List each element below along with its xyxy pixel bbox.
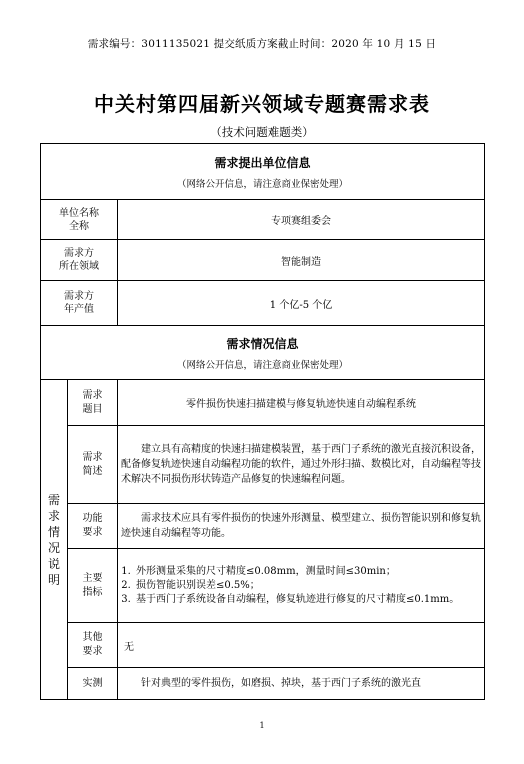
indicator-item: 1. 外形测量采集的尺寸精度≤0.08mm，测量时间≤30min； [134,565,480,579]
output-value-label-text: 需求方 年产值 [64,291,94,315]
requirement-side-label [41,380,68,700]
other-label [68,623,118,668]
indicators-value [118,549,485,623]
side-label-char: 需 [47,492,60,507]
unit-name-label [41,200,118,240]
brief-label [68,426,118,504]
function-value: 需求技术应具有零件损伤的快速外形测量、模型建立、损伤智能识别和修复轨迹快速自动编程等功能。 [118,504,485,549]
page-title: 中关村第四届新兴领域专题赛需求表 [94,92,430,116]
brief-row [41,426,485,504]
unit-name-value: 专项赛组委会 [118,200,485,240]
topic-label-text: 需求 题目 [82,389,103,415]
field-row [41,240,485,281]
indicator-item: 3. 基于西门子系统设备自动编程，修复轨迹进行修复的尺寸精度≤0.1mm。 [134,593,480,607]
indicators-label-text: 主要 指标 [82,572,103,598]
output-value-value: 1 个亿-5 个亿 [118,281,485,326]
other-value: 无 [118,623,485,668]
section1-title: 需求提出单位信息 [214,155,311,170]
field-label [41,240,118,281]
section2-note: （网络公开信息，请注意商业保密处理） [177,359,349,371]
side-label-char: 情 [47,524,60,539]
other-label-text: 其他 要求 [82,632,103,657]
topic-label [68,380,118,426]
side-label-char: 说 [47,556,60,571]
field-label-text: 需求方 所在领域 [59,248,99,272]
requirement-header-line: 需求编号：3011135021 提交纸质方案截止时间：2020 年 10 月 15 日 [87,38,437,50]
side-label-char: 求 [47,508,60,523]
field-value: 智能制造 [118,240,485,281]
unit-name-label-text: 单位名称 全称 [59,207,99,232]
function-label [68,504,118,549]
practice-value: 针对典型的零件损伤，如磨损、掉块，基于西门子系统的激光直 [118,668,485,700]
section1-note: （网络公开信息，请注意商业保密处理） [177,178,349,190]
section1-header-row [41,144,485,200]
output-value-row [41,281,485,326]
requirement-form-table [40,143,485,700]
section2-title: 需求情况信息 [226,336,299,351]
section2-header [41,326,485,380]
indicators-label [68,549,118,623]
section2-header-row [41,326,485,380]
function-row [41,504,485,549]
indicators-row [41,549,485,623]
other-row [41,623,485,668]
side-label-char: 况 [47,540,60,555]
topic-row [41,380,485,426]
indicators-list [118,563,484,609]
page-number: 1 [259,721,265,730]
brief-value: 建立具有高精度的快速扫描建模装置，基于西门子系统的激光直接沉积设备，配备修复轨迹快速自动编程功能的软件，通过外形扫描、数模比对，自动编程等技术解决不同损伤形状铸造产品修复的快速编程问题。 [118,426,485,504]
output-value-label [41,281,118,326]
practice-row [41,668,485,700]
side-label-char: 明 [47,572,60,587]
indicator-item: 2. 损伤智能识别误差≤0.5%； [134,579,480,593]
brief-label-text: 需求 简述 [82,451,103,477]
section1-header [41,144,485,200]
unit-name-row [41,200,485,240]
page-subtitle: （技术问题难题类） [210,125,314,139]
function-label-text: 功能 要求 [82,513,103,538]
practice-label: 实测 [68,668,118,700]
topic-value: 零件损伤快速扫描建模与修复轨迹快速自动编程系统 [118,380,485,426]
